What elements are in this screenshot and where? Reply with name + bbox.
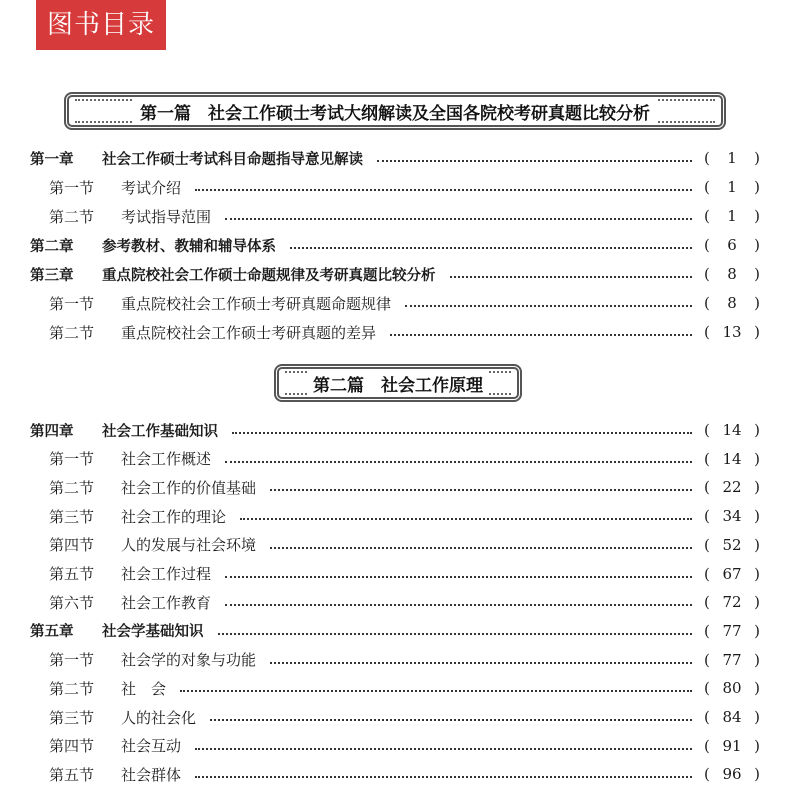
toc-section-row[interactable]: [0, 173, 790, 201]
toc-chapter-row[interactable]: [0, 416, 790, 444]
toc-leader-dots: [450, 276, 693, 278]
toc-label: [0, 264, 436, 285]
toc-number: 第五节: [49, 765, 95, 784]
part-one-title: 第一篇 社会工作硕士考试大纲解读及全国各院校考研真题比较分析: [134, 99, 656, 124]
toc-label: [0, 148, 363, 169]
toc-number: 第一节: [49, 294, 95, 313]
toc-title: 人的发展与社会环境: [121, 536, 257, 555]
toc-number: 第一节: [49, 651, 95, 670]
toc-number: 第五节: [49, 565, 95, 583]
toc-page: ( 6 ): [704, 236, 760, 254]
toc-label: [0, 477, 256, 498]
toc-title: 参考教材、教辅和辅导体系: [102, 238, 276, 255]
toc-leader-dots: [180, 690, 692, 692]
toc-leader-dots: [270, 662, 692, 664]
toc-section-row[interactable]: [0, 502, 790, 530]
toc-number: 第一节: [49, 178, 95, 197]
toc-leader-dots: [195, 776, 692, 778]
toc-leader-dots: [210, 719, 692, 721]
toc-number: 第四节: [49, 737, 95, 756]
toc-leader-dots: [290, 247, 692, 249]
toc-label: [0, 563, 211, 584]
toc-page: ( 1 ): [704, 178, 760, 196]
toc-label: [0, 649, 256, 670]
toc-label: [0, 420, 218, 441]
toc-section-row[interactable]: [0, 445, 790, 473]
toc-section-row[interactable]: [0, 202, 790, 230]
toc-page-number: 14: [722, 449, 742, 468]
toc-section-row[interactable]: [0, 473, 790, 501]
toc-number: 第三节: [49, 507, 95, 526]
toc-title: 社会互动: [121, 737, 182, 756]
toc-title: 社会工作过程: [121, 565, 212, 583]
toc-page-number: 6: [727, 236, 737, 254]
toc-page: ( 67 ): [704, 564, 760, 583]
toc-page-number: 34: [722, 507, 742, 526]
toc-page-number: 22: [722, 478, 742, 497]
toc-page: ( 14 ): [704, 421, 760, 439]
toc-title: 社会工作基础知识: [102, 423, 218, 440]
toc-chapter-row[interactable]: [0, 260, 790, 288]
part-two-title: 第二篇 社会工作原理: [307, 371, 489, 396]
toc-leader-dots: [225, 218, 692, 220]
toc-title: 社会工作的价值基础: [121, 478, 257, 497]
toc-page-number: 8: [727, 294, 737, 312]
toc-title: 社会学基础知识: [102, 624, 204, 641]
toc-leader-dots: [240, 518, 692, 520]
toc-title: 社 会: [121, 679, 167, 698]
part-two-banner: [274, 364, 522, 402]
toc-section-row[interactable]: [0, 289, 790, 317]
part-one-banner: [64, 92, 726, 130]
toc-page: ( 1 ): [704, 207, 760, 225]
toc-page: ( 72 ): [704, 593, 760, 612]
toc-chapter-row[interactable]: [0, 617, 790, 645]
toc-number: 第五章: [30, 624, 74, 641]
toc-page: ( 22 ): [704, 478, 760, 497]
toc-chapter-row[interactable]: [0, 144, 790, 172]
toc-title: 社会工作概述: [121, 450, 212, 469]
toc-leader-dots: [390, 334, 692, 336]
toc-number: 第二节: [49, 478, 95, 497]
toc-leader-dots: [270, 547, 692, 549]
toc-leader-dots: [270, 489, 692, 491]
toc-page-number: 96: [722, 765, 742, 784]
toc-title: 社会工作教育: [121, 593, 212, 612]
toc-page: ( 96 ): [704, 765, 760, 784]
toc-title: 考试指导范围: [121, 207, 212, 226]
toc-label: [0, 735, 181, 756]
toc-leader-dots: [195, 189, 692, 191]
toc-page-number: 84: [722, 708, 742, 726]
toc-page: ( 8 ): [704, 294, 760, 312]
toc-page-number: 77: [722, 650, 742, 669]
toc-number: 第一章: [30, 151, 74, 168]
toc-leader-dots: [377, 160, 692, 162]
toc-leader-dots: [232, 432, 692, 434]
toc-section-row[interactable]: [0, 560, 790, 588]
toc-number: 第六节: [49, 593, 95, 612]
toc-label: [0, 592, 211, 613]
toc-page: ( 91 ): [704, 736, 760, 755]
toc-number: 第四节: [49, 536, 95, 555]
toc-page-number: 1: [727, 207, 737, 225]
toc-number: 第四章: [30, 423, 74, 440]
toc-page: ( 1 ): [704, 149, 760, 167]
toc-label: [0, 620, 204, 641]
toc-page-number: 1: [727, 178, 737, 196]
toc-section-row[interactable]: [0, 703, 790, 731]
toc-label: [0, 448, 211, 469]
toc-title: 重点院校社会工作硕士考研真题的差异: [121, 323, 377, 342]
toc-number: 第二章: [30, 238, 74, 255]
toc-label: [0, 506, 226, 527]
toc-number: 第三节: [49, 708, 95, 727]
toc-page-number: 52: [722, 535, 742, 554]
toc-label: [0, 293, 391, 314]
toc-label: [0, 764, 181, 785]
toc-leader-dots: [195, 748, 692, 750]
toc-page: ( 14 ): [704, 449, 760, 468]
toc-page-number: 1: [727, 149, 737, 167]
toc-title: 社会工作的理论: [121, 507, 227, 526]
toc-title: 重点院校社会工作硕士考研真题命题规律: [121, 294, 392, 313]
toc-page-number: 77: [722, 621, 742, 640]
toc-section-row[interactable]: [0, 588, 790, 616]
toc-number: 第二节: [49, 207, 95, 226]
toc-section-row[interactable]: [0, 760, 790, 788]
catalog-tag: 图书目录: [36, 0, 166, 50]
toc-title: 人的社会化: [121, 708, 197, 727]
toc-title: 社会群体: [121, 765, 182, 784]
toc-label: [0, 177, 181, 198]
toc-section-row[interactable]: [0, 732, 790, 760]
toc-page: ( 80 ): [704, 679, 760, 698]
toc-page: ( 8 ): [704, 265, 760, 283]
toc-page: ( 77 ): [704, 650, 760, 669]
toc-page: ( 13 ): [704, 323, 760, 341]
toc-section-row[interactable]: [0, 531, 790, 559]
toc-title: 重点院校社会工作硕士命题规律及考研真题比较分析: [102, 267, 436, 284]
toc-number: 第一节: [49, 450, 95, 469]
toc-page-number: 67: [722, 564, 742, 583]
toc-page-number: 72: [722, 593, 742, 612]
toc-title: 考试介绍: [121, 178, 182, 197]
toc-label: [0, 235, 276, 256]
toc-page: ( 34 ): [704, 507, 760, 526]
toc-leader-dots: [405, 305, 692, 307]
toc-leader-dots: [218, 633, 693, 635]
toc-page: ( 84 ): [704, 708, 760, 726]
toc-chapter-row[interactable]: [0, 231, 790, 259]
toc-title: 社会学的对象与功能: [121, 651, 257, 670]
toc-number: 第三章: [30, 267, 74, 284]
toc-number: 第二节: [49, 679, 95, 698]
toc-page-number: 80: [722, 679, 742, 698]
toc-label: [0, 322, 376, 343]
toc-page-number: 14: [722, 421, 742, 439]
toc-label: [0, 707, 196, 728]
toc-page-number: 8: [727, 265, 737, 283]
toc-label: [0, 678, 166, 699]
toc-page: ( 52 ): [704, 535, 760, 554]
toc-section-row[interactable]: [0, 318, 790, 346]
toc-section-row[interactable]: [0, 646, 790, 674]
toc-page-number: 91: [722, 736, 742, 755]
toc-number: 第二节: [49, 323, 95, 342]
toc-leader-dots: [225, 576, 692, 578]
toc-page-number: 13: [722, 323, 742, 341]
toc-label: [0, 206, 211, 227]
toc-leader-dots: [225, 604, 692, 606]
toc-title: 社会工作硕士考试科目命题指导意见解读: [102, 151, 363, 168]
toc-leader-dots: [225, 461, 692, 463]
toc-section-row[interactable]: [0, 674, 790, 702]
toc-label: [0, 534, 256, 555]
toc-page: ( 77 ): [704, 621, 760, 640]
